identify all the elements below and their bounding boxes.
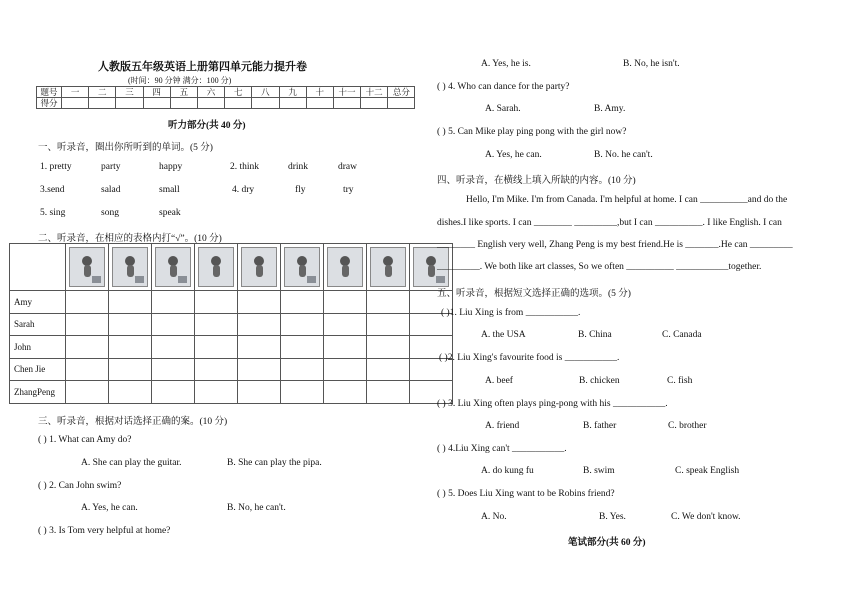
grid-row-sarah [10,313,453,336]
option-c[interactable]: C. fish [667,376,693,386]
row-name: ZhangPeng [10,381,66,404]
word: 2. think [230,162,260,172]
word: 4. dry [232,185,255,195]
writing-heading: 笔试部分(共 60 分) [568,538,646,548]
check-cell[interactable] [367,358,410,381]
picture-row [10,244,453,291]
checkbox-grid [9,243,453,404]
question: ( ) 1. What can Amy do? [38,435,132,445]
score-header-row [37,87,415,98]
option-b[interactable]: B. No. he can't. [594,150,653,160]
word: draw [338,162,357,172]
word: small [159,185,180,195]
word: speak [159,208,181,218]
row-name: Sarah [10,313,66,336]
score-value-row [37,98,415,109]
swimming-picture [284,247,320,287]
question: ( )1. Liu Xing is from ___________. [441,308,581,318]
score-header-cell: 十一 [333,87,360,98]
word: party [101,162,121,172]
check-cell[interactable] [238,336,281,359]
check-cell[interactable] [367,291,410,314]
word: try [343,185,354,195]
score-header-cell: 三 [116,87,143,98]
check-cell[interactable] [367,336,410,359]
check-cell[interactable] [281,381,324,404]
word: 1. pretty [40,162,72,172]
row-name: John [10,336,66,359]
check-cell[interactable] [367,381,410,404]
option-a[interactable]: A. She can play the guitar. [81,458,182,468]
score-cell[interactable] [279,98,306,109]
check-cell[interactable] [281,291,324,314]
score-header-cell: 二 [89,87,116,98]
option-a[interactable]: A. friend [485,421,520,431]
check-cell[interactable] [367,313,410,336]
grid-row-john [10,336,453,359]
question: ( ) 5. Does Liu Xing want to be Robins friend? [437,489,615,499]
sec2-instruction: 二、听录音，在相应的表格内打“√”。(10 分) [38,234,222,244]
check-cell[interactable] [66,381,109,404]
question: ( ) 2. Can John swim? [38,481,122,491]
check-cell[interactable] [195,291,238,314]
score-header-cell: 八 [252,87,279,98]
option-b[interactable]: B. Yes. [599,512,626,522]
question: ( ) 4. Who can dance for the party? [437,82,570,92]
check-cell[interactable] [152,336,195,359]
check-cell[interactable] [238,358,281,381]
option-b[interactable]: B. China [578,330,612,340]
option-a[interactable]: A. the USA [481,330,526,340]
check-cell[interactable] [281,358,324,381]
check-cell[interactable] [66,358,109,381]
question: ( ) 4.Liu Xing can't ___________. [437,444,567,454]
sec4-instruction: 四、听录音，在横线上填入所缺的内容。(10 分) [437,176,636,186]
score-cell[interactable] [197,98,224,109]
sec3-instruction: 三、听录音，根据对话选择正确的案。(10 分) [38,417,228,427]
word: salad [101,185,121,195]
check-cell[interactable] [109,381,152,404]
sing-picture [370,247,406,287]
word: fly [295,185,306,195]
check-cell[interactable] [152,313,195,336]
passage-line: dishes.I like sports. I can ________ _________,but I can __________. I like English. I can [437,218,782,228]
score-header-cell: 七 [225,87,252,98]
score-cell[interactable] [170,98,197,109]
exam-meta: (时间：90 分钟 满分：100 分) [128,76,232,85]
grid-row-zhangpeng [10,381,453,404]
question: ( ) 5. Can Mike play ping pong with the girl now? [437,127,627,137]
cooking-picture [112,247,148,287]
passage-line: _________. We both like art classes, So we often __________ ___________together. [437,262,762,272]
word: song [101,208,119,218]
listening-heading: 听力部分(共 40 分) [168,121,246,131]
check-cell[interactable] [109,313,152,336]
score-header-cell: 一 [62,87,89,98]
option-a[interactable]: A. Yes, he can. [485,150,542,160]
score-cell[interactable] [361,98,388,109]
check-cell[interactable] [195,358,238,381]
score-cell[interactable] [116,98,143,109]
check-cell[interactable] [324,381,367,404]
word: happy [159,162,183,172]
check-cell[interactable] [324,336,367,359]
score-row-label: 得分 [37,98,62,109]
check-cell[interactable] [152,381,195,404]
kung-fu-picture [198,247,234,287]
score-cell[interactable] [225,98,252,109]
grid-row-chen-jie [10,358,453,381]
check-cell[interactable] [109,358,152,381]
ping-pong-picture [155,247,191,287]
score-cell[interactable] [306,98,333,109]
option-a[interactable]: A. No. [481,512,507,522]
exam-title: 人教版五年级英语上册第四单元能力提升卷 [98,61,307,73]
row-name: Chen Jie [10,358,66,381]
passage-line: Hello, I'm Mike. I'm from Canada. I'm helpful at home. I can __________and do the [466,195,788,205]
check-cell[interactable] [152,358,195,381]
score-cell[interactable] [333,98,360,109]
option-b[interactable]: B. She can play the pipa. [227,458,322,468]
check-cell[interactable] [324,313,367,336]
option-c[interactable]: C. brother [668,421,707,431]
question: ( )2. Liu Xing's favourite food is ___________. [439,353,620,363]
check-cell[interactable] [66,336,109,359]
word: drink [288,162,309,172]
grid-row-amy [10,291,453,314]
word: 3.send [40,185,65,195]
passage-line: ________ English very well, Zhang Peng is my best friend.He is _______.He can _________ [437,240,793,250]
option-b[interactable]: B. No, he can't. [227,503,286,513]
score-header-cell: 九 [279,87,306,98]
score-header-cell: 十二 [361,87,388,98]
score-cell[interactable] [388,98,415,109]
check-cell[interactable] [195,336,238,359]
dancing-picture [241,247,277,287]
option-a[interactable]: A. do kung fu [481,466,534,476]
question: ( ) 3. Is Tom very helpful at home? [38,526,171,536]
check-cell[interactable] [195,381,238,404]
score-header-cell: 题号 [37,87,62,98]
sec1-instruction: 一、听录音，圈出你所听到的单词。(5 分) [38,143,213,153]
option-c[interactable]: C. speak English [675,466,740,476]
score-table [36,86,415,109]
score-cell[interactable] [62,98,89,109]
score-header-cell: 四 [143,87,170,98]
option-c[interactable]: C. We don't know. [671,512,741,522]
score-cell[interactable] [252,98,279,109]
option-b[interactable]: B. chicken [579,376,620,386]
check-cell[interactable] [195,313,238,336]
score-cell[interactable] [89,98,116,109]
corner-cell [10,244,66,291]
check-cell[interactable] [281,336,324,359]
option-a[interactable]: A. Sarah. [485,104,521,114]
option-a[interactable]: A. Yes, he can. [81,503,138,513]
check-cell[interactable] [109,336,152,359]
score-header-cell: 总分 [388,87,415,98]
option-b[interactable]: B. father [583,421,617,431]
check-cell[interactable] [152,291,195,314]
score-header-cell: 六 [197,87,224,98]
option-b[interactable]: B. swim [583,466,615,476]
check-cell[interactable] [66,313,109,336]
check-cell[interactable] [324,358,367,381]
score-header-cell: 五 [170,87,197,98]
option-a[interactable]: A. Yes, he is. [481,59,531,69]
check-cell[interactable] [238,313,281,336]
row-name: Amy [10,291,66,314]
word: 5. sing [40,208,66,218]
option-a[interactable]: A. beef [485,376,513,386]
score-header-cell: 十 [306,87,333,98]
option-b[interactable]: B. Amy. [594,104,626,114]
guitar-picture [69,247,105,287]
check-cell[interactable] [109,291,152,314]
question: ( ) 3. Liu Xing often plays ping-pong with his ___________. [437,399,668,409]
option-c[interactable]: C. Canada [662,330,702,340]
option-b[interactable]: B. No, he isn't. [623,59,680,69]
score-cell[interactable] [143,98,170,109]
sec5-instruction: 五、听录音，根据短文选择正确的选项。(5 分) [437,289,631,299]
check-cell[interactable] [281,313,324,336]
check-cell[interactable] [324,291,367,314]
check-cell[interactable] [238,381,281,404]
check-cell[interactable] [238,291,281,314]
check-cell[interactable] [66,291,109,314]
basketball-picture [327,247,363,287]
